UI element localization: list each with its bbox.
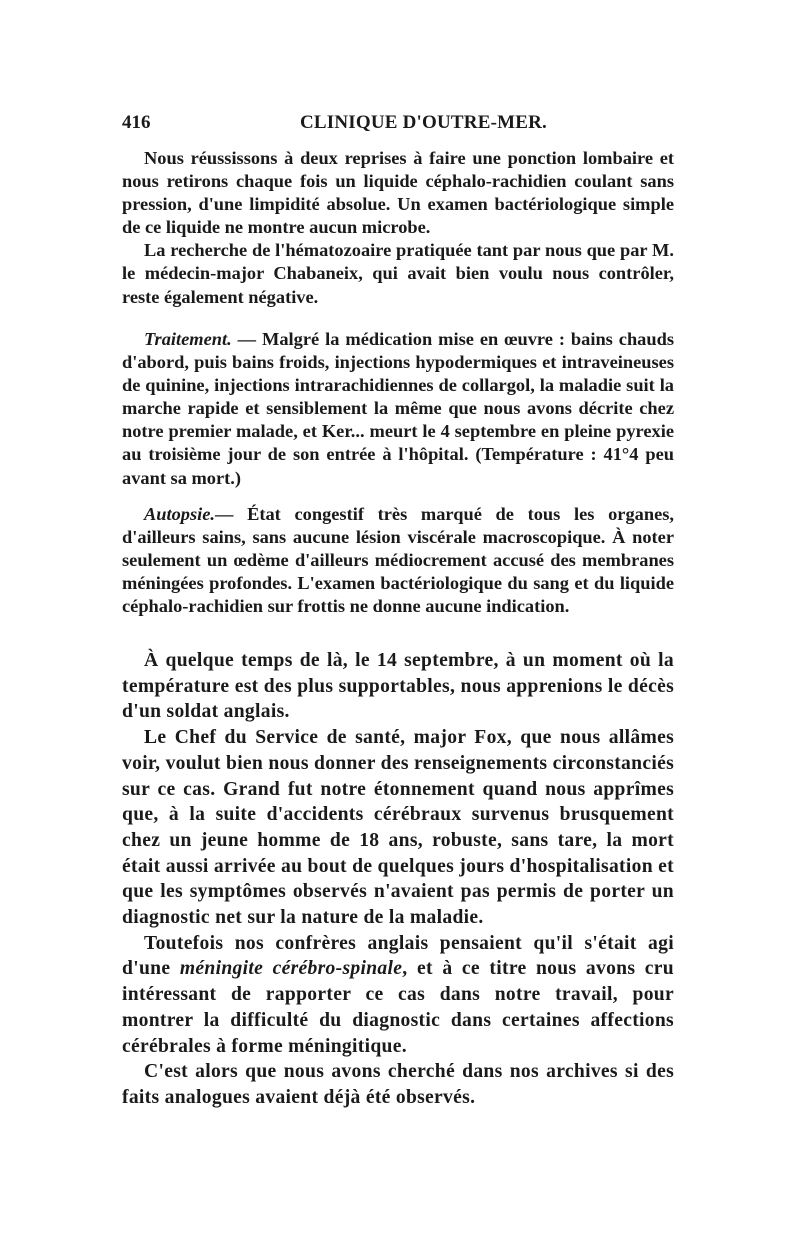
autopsie-text: — État congestif très marqué de tous les organes, d'ailleurs sains, sans aucune lésion viscérale macroscopique. À noter seulement un œdème d'ailleurs médiocrement accusé des membranes méningées profondes. L'examen bactériologique du sang et du liquide céphalo-rachidien sur frottis ne donne aucune indication. — [122, 504, 674, 617]
traitement-text: — Malgré la médication mise en œuvre : bains chauds d'abord, puis bains froids, injections hypodermiques et intraveineuses de quinine, injections intrarachidiennes de collargol, la maladie suit la marche rapide et sensiblement la même que nous avons décrite chez notre premier malade, et Ker... meurt le 4 septembre en pleine pyrexie au troisième jour de son entrée à l'hôpital. (Température : 41°4 peu avant sa mort.) — [122, 329, 674, 488]
page-number: 416 — [122, 112, 151, 133]
paragraph-toutefois — [122, 931, 674, 1060]
meningite-term: méningite cérébro-spinale — [179, 958, 403, 980]
observation-block-3 — [122, 503, 674, 618]
observation-block-1 — [122, 147, 674, 309]
page-header — [122, 112, 674, 142]
paragraph-deces-soldat: À quelque temps de là, le 14 septembre, à un moment où la température est des plus supportables, nous apprenions le décès d'un soldat anglais. — [122, 650, 674, 723]
paragraph-chef-service: Le Chef du Service de santé, major Fox, que nous allâmes voir, voulut bien nous donner des renseignements circonstanciés sur ce cas. Grand fut notre étonnement quand nous apprîmes que, à la suite d'accidents cérébraux survenus brusquement chez un jeune homme de 18 ans, robuste, sans tare, la mort était aussi arrivée au bout de quelques jours d'hospitalisation et que les symptômes observés n'avaient pas permis de porter un diagnostic net sur la nature de la maladie. — [122, 727, 674, 929]
paragraph-archives: C'est alors que nous avons cherché dans nos archives si des faits analogues avaient déjà été observés. — [122, 1061, 674, 1108]
observation-block-2 — [122, 328, 674, 490]
running-title: CLINIQUE D'OUTRE-MER. — [300, 112, 547, 133]
toutefois-text-a: Toutefois nos confrères anglais pensaient qu'il s'était agi d'une — [122, 932, 674, 980]
traitement-lead: Traitement. — [144, 329, 232, 349]
paragraph-hematozoaire: La recherche de l'hématozoaire pratiquée tant par nous que par M. le médecin-major Chabaneix, qui avait bien voulu nous contrôler, reste également négative. — [122, 240, 674, 307]
autopsie-lead: Autopsie. — [144, 504, 216, 524]
paragraph-traitement — [122, 328, 674, 490]
paragraph-autopsie — [122, 503, 674, 618]
paragraph-ponction: Nous réussissons à deux reprises à faire une ponction lombaire et nous retirons chaque fois un liquide céphalo-rachidien coulant sans pression, d'une limpidité absolue. Un examen bactériologique simple de ce liquide ne montre aucun microbe. — [122, 148, 674, 238]
toutefois-text-b: , et à ce titre nous avons cru intéressant de rapporter ce cas dans notre travail, pour montrer la difficulté du diagnostic dans certaines affections cérébrales à forme méningitique. — [122, 958, 674, 1057]
main-text-block — [122, 648, 674, 1111]
